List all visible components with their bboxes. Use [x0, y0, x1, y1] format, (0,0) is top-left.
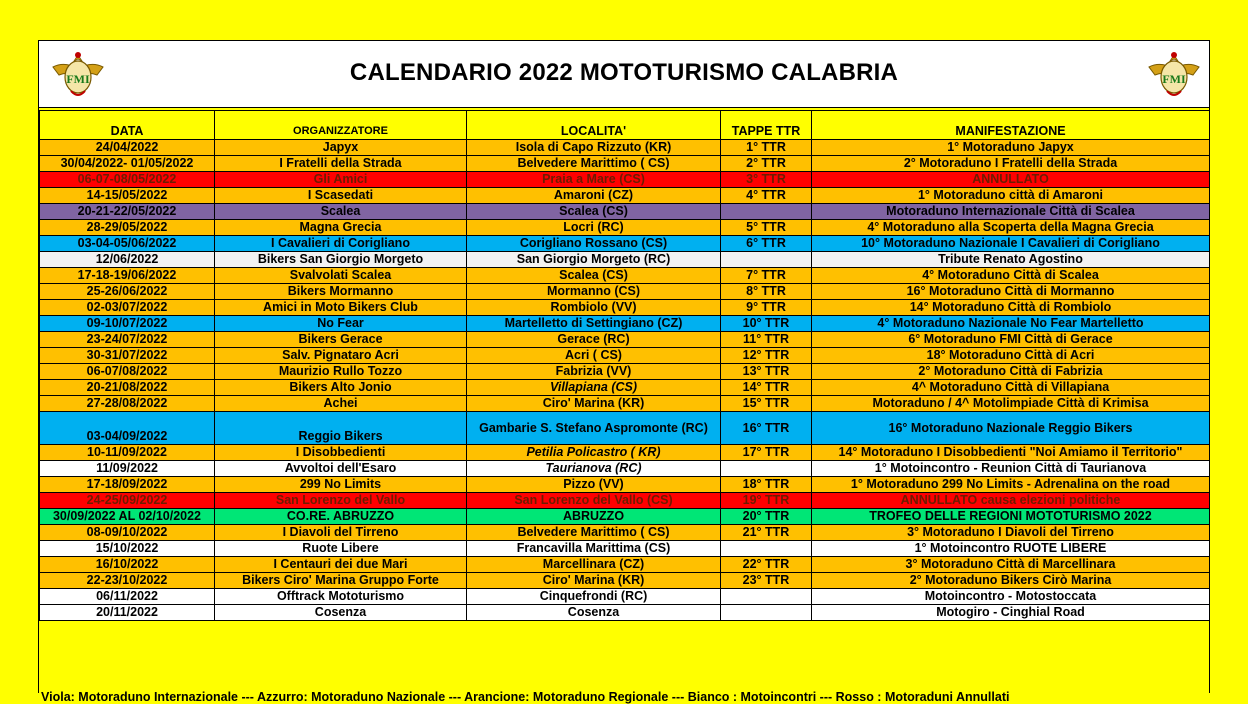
cell-stage — [721, 204, 812, 220]
cell-stage: 2° TTR — [721, 156, 812, 172]
cell-date: 02-03/07/2022 — [40, 300, 215, 316]
table-row — [40, 284, 1210, 300]
cell-event: 18° Motoraduno Città di Acri — [812, 348, 1210, 364]
svg-text:FMI: FMI — [66, 72, 90, 86]
cell-organizer: Avvoltoi dell'Esaro — [215, 461, 467, 477]
cell-location: Corigliano Rossano (CS) — [467, 236, 721, 252]
table-row — [40, 380, 1210, 396]
cell-event: 1° Motoraduno 299 No Limits - Adrenalina on the road — [812, 477, 1210, 493]
cell-stage: 15° TTR — [721, 396, 812, 412]
cell-date: 03-04-05/06/2022 — [40, 236, 215, 252]
cell-organizer: Cosenza — [215, 605, 467, 621]
cell-event: 6° Motoraduno FMI Città di Gerace — [812, 332, 1210, 348]
table-row — [40, 156, 1210, 172]
cell-event: 1° Motoraduno Japyx — [812, 140, 1210, 156]
cell-stage: 22° TTR — [721, 557, 812, 573]
cell-stage: 16° TTR — [721, 412, 812, 445]
cell-location: Gerace (RC) — [467, 332, 721, 348]
cell-organizer: Svalvolati Scalea — [215, 268, 467, 284]
cell-event: 3° Motoraduno I Diavoli del Tirreno — [812, 525, 1210, 541]
cell-stage: 8° TTR — [721, 284, 812, 300]
cell-date: 24-25/09/2022 — [40, 493, 215, 509]
cell-event: 2° Motoraduno Bikers Cirò Marina — [812, 573, 1210, 589]
cell-location: Acri ( CS) — [467, 348, 721, 364]
page-title: CALENDARIO 2022 MOTOTURISMO CALABRIA — [349, 59, 899, 86]
header-organizer: ORGANIZZATORE — [215, 111, 467, 140]
cell-date: 20-21-22/05/2022 — [40, 204, 215, 220]
table-row — [40, 204, 1210, 220]
cell-date: 23-24/07/2022 — [40, 332, 215, 348]
cell-location: Ciro' Marina (KR) — [467, 573, 721, 589]
cell-date: 16/10/2022 — [40, 557, 215, 573]
cell-location: Ciro' Marina (KR) — [467, 396, 721, 412]
cell-location: Belvedere Marittimo ( CS) — [467, 156, 721, 172]
cell-organizer: 299 No Limits — [215, 477, 467, 493]
cell-date: 20-21/08/2022 — [40, 380, 215, 396]
cell-stage: 23° TTR — [721, 573, 812, 589]
cell-stage: 17° TTR — [721, 445, 812, 461]
table-header-row — [40, 111, 1210, 140]
cell-date: 27-28/08/2022 — [40, 396, 215, 412]
cell-stage: 19° TTR — [721, 493, 812, 509]
cell-location: Scalea (CS) — [467, 268, 721, 284]
cell-date: 24/04/2022 — [40, 140, 215, 156]
cell-location: Mormanno (CS) — [467, 284, 721, 300]
table-row — [40, 332, 1210, 348]
cell-organizer: Offtrack Mototurismo — [215, 589, 467, 605]
cell-location: Marcellinara (CZ) — [467, 557, 721, 573]
cell-date: 30-31/07/2022 — [40, 348, 215, 364]
cell-location: Belvedere Marittimo ( CS) — [467, 525, 721, 541]
cell-location: Martelletto di Settingiano (CZ) — [467, 316, 721, 332]
table-row — [40, 445, 1210, 461]
table-row — [40, 220, 1210, 236]
cell-location: Scalea (CS) — [467, 204, 721, 220]
cell-event: TROFEO DELLE REGIONI MOTOTURISMO 2022 — [812, 509, 1210, 525]
cell-organizer: I Cavalieri di Corigliano — [215, 236, 467, 252]
cell-stage — [721, 541, 812, 557]
cell-organizer: Scalea — [215, 204, 467, 220]
cell-stage: 6° TTR — [721, 236, 812, 252]
cell-stage: 7° TTR — [721, 268, 812, 284]
cell-event: 1° Motoincontro RUOTE LIBERE — [812, 541, 1210, 557]
cell-location: ABRUZZO — [467, 509, 721, 525]
cell-organizer: No Fear — [215, 316, 467, 332]
cell-location: San Giorgio Morgeto (RC) — [467, 252, 721, 268]
table-row — [40, 573, 1210, 589]
header-banner — [39, 41, 1209, 108]
table-row — [40, 509, 1210, 525]
cell-date: 06/11/2022 — [40, 589, 215, 605]
table-row — [40, 589, 1210, 605]
cell-location: Cinquefrondi (RC) — [467, 589, 721, 605]
cell-organizer: I Fratelli della Strada — [215, 156, 467, 172]
table-row — [40, 268, 1210, 284]
cell-date: 20/11/2022 — [40, 605, 215, 621]
cell-organizer: Bikers Alto Jonio — [215, 380, 467, 396]
cell-stage: 9° TTR — [721, 300, 812, 316]
cell-date: 30/09/2022 AL 02/10/2022 — [40, 509, 215, 525]
cell-date: 12/06/2022 — [40, 252, 215, 268]
cell-organizer: Magna Grecia — [215, 220, 467, 236]
table-row — [40, 140, 1210, 156]
cell-event: 4° Motoraduno Nazionale No Fear Martelletto — [812, 316, 1210, 332]
cell-location: Fabrizia (VV) — [467, 364, 721, 380]
table-row — [40, 348, 1210, 364]
cell-stage — [721, 589, 812, 605]
cell-organizer: Bikers Ciro' Marina Gruppo Forte — [215, 573, 467, 589]
cell-organizer: Bikers San Giorgio Morgeto — [215, 252, 467, 268]
cell-date: 15/10/2022 — [40, 541, 215, 557]
cell-date: 08-09/10/2022 — [40, 525, 215, 541]
cell-event: Motoraduno / 4^ Motolimpiade Città di Krimisa — [812, 396, 1210, 412]
cell-organizer: I Centauri dei due Mari — [215, 557, 467, 573]
cell-organizer: I Disobbedienti — [215, 445, 467, 461]
cell-stage: 5° TTR — [721, 220, 812, 236]
cell-date: 11/09/2022 — [40, 461, 215, 477]
cell-date: 17-18/09/2022 — [40, 477, 215, 493]
cell-stage: 12° TTR — [721, 348, 812, 364]
table-row — [40, 525, 1210, 541]
cell-organizer: Bikers Mormanno — [215, 284, 467, 300]
header-event: MANIFESTAZIONE — [812, 111, 1210, 140]
cell-location: Gambarie S. Stefano Aspromonte (RC) — [467, 412, 721, 445]
cell-date: 06-07/08/2022 — [40, 364, 215, 380]
cell-date: 22-23/10/2022 — [40, 573, 215, 589]
cell-stage — [721, 461, 812, 477]
header-stage: TAPPE TTR — [721, 111, 812, 140]
cell-date: 06-07-08/05/2022 — [40, 172, 215, 188]
table-row — [40, 461, 1210, 477]
calendar-sheet — [38, 40, 1210, 704]
cell-organizer: Japyx — [215, 140, 467, 156]
cell-event: 14° Motoraduno Città di Rombiolo — [812, 300, 1210, 316]
cell-location: Praia a Mare (CS) — [467, 172, 721, 188]
cell-stage: 18° TTR — [721, 477, 812, 493]
cell-organizer: Gli Amici — [215, 172, 467, 188]
cell-event: 2° Motoraduno Città di Fabrizia — [812, 364, 1210, 380]
cell-date: 10-11/09/2022 — [40, 445, 215, 461]
cell-date: 03-04/09/2022 — [40, 412, 215, 445]
table-row — [40, 172, 1210, 188]
cell-location: Amaroni (CZ) — [467, 188, 721, 204]
cell-location: San Lorenzo del Vallo (CS) — [467, 493, 721, 509]
cell-date: 30/04/2022- 01/05/2022 — [40, 156, 215, 172]
cell-event: Tribute Renato Agostino — [812, 252, 1210, 268]
table-row — [40, 316, 1210, 332]
cell-event: Motogiro - Cinghial Road — [812, 605, 1210, 621]
table-body — [40, 140, 1210, 621]
cell-stage: 1° TTR — [721, 140, 812, 156]
cell-organizer: Amici in Moto Bikers Club — [215, 300, 467, 316]
table-row — [40, 541, 1210, 557]
cell-date: 25-26/06/2022 — [40, 284, 215, 300]
cell-event: 14° Motoraduno I Disobbedienti "Noi Amiamo il Territorio" — [812, 445, 1210, 461]
cell-event: 4° Motoraduno alla Scoperta della Magna Grecia — [812, 220, 1210, 236]
table-row — [40, 557, 1210, 573]
cell-location: Cosenza — [467, 605, 721, 621]
cell-event: 10° Motoraduno Nazionale I Cavalieri di Corigliano — [812, 236, 1210, 252]
cell-location: Rombiolo (VV) — [467, 300, 721, 316]
cell-organizer: San Lorenzo del Vallo — [215, 493, 467, 509]
table-row — [40, 605, 1210, 621]
table-row — [40, 396, 1210, 412]
table-row — [40, 252, 1210, 268]
cell-event: Motoincontro - Motostoccata — [812, 589, 1210, 605]
cell-event: 2° Motoraduno I Fratelli della Strada — [812, 156, 1210, 172]
svg-text:FMI: FMI — [1162, 72, 1186, 86]
cell-stage: 20° TTR — [721, 509, 812, 525]
cell-stage: 11° TTR — [721, 332, 812, 348]
cell-stage: 13° TTR — [721, 364, 812, 380]
cell-location: Villapiana (CS) — [467, 380, 721, 396]
cell-organizer: I Scasedati — [215, 188, 467, 204]
cell-organizer: I Diavoli del Tirreno — [215, 525, 467, 541]
table-row — [40, 493, 1210, 509]
cell-event: ANNULLATO — [812, 172, 1210, 188]
cell-event: 16° Motoraduno Nazionale Reggio Bikers — [812, 412, 1210, 445]
cell-location: Pizzo (VV) — [467, 477, 721, 493]
cell-date: 28-29/05/2022 — [40, 220, 215, 236]
table-row — [40, 364, 1210, 380]
cell-event: 4^ Motoraduno Città di Villapiana — [812, 380, 1210, 396]
cell-location: Petilia Policastro ( KR) — [467, 445, 721, 461]
cell-event: ANNULLATO causa elezioni politiche — [812, 493, 1210, 509]
cell-stage: 3° TTR — [721, 172, 812, 188]
cell-stage: 21° TTR — [721, 525, 812, 541]
cell-event: 1° Motoraduno città di Amaroni — [812, 188, 1210, 204]
cell-date: 09-10/07/2022 — [40, 316, 215, 332]
header-location: LOCALITA' — [467, 111, 721, 140]
table-row — [40, 188, 1210, 204]
cell-location: Isola di Capo Rizzuto (KR) — [467, 140, 721, 156]
cell-organizer: Salv. Pignataro Acri — [215, 348, 467, 364]
cell-stage — [721, 252, 812, 268]
cell-location: Francavilla Marittima (CS) — [467, 541, 721, 557]
cell-event: 16° Motoraduno Città di Mormanno — [812, 284, 1210, 300]
cell-organizer: CO.RE. ABRUZZO — [215, 509, 467, 525]
color-legend: Viola: Motoraduno Internazionale --- Azzurro: Motoraduno Nazionale --- Arancione: Motoraduno Regionale --- Bianco : Motoincontri --- Rosso : Motoraduni Annullati — [41, 690, 1010, 704]
cell-location: Locri (RC) — [467, 220, 721, 236]
cell-stage: 14° TTR — [721, 380, 812, 396]
cell-stage — [721, 605, 812, 621]
table-row — [40, 477, 1210, 493]
header-date: DATA — [40, 111, 215, 140]
table-row — [40, 236, 1210, 252]
cell-location: Taurianova (RC) — [467, 461, 721, 477]
fmi-logo-right — [1143, 47, 1205, 103]
cell-date: 14-15/05/2022 — [40, 188, 215, 204]
cell-organizer: Reggio Bikers — [215, 412, 467, 445]
table-row — [40, 412, 1210, 445]
calendar-table — [39, 110, 1210, 621]
cell-event: Motoraduno Internazionale Città di Scalea — [812, 204, 1210, 220]
cell-event: 3° Motoraduno Città di Marcellinara — [812, 557, 1210, 573]
cell-event: 4° Motoraduno Città di Scalea — [812, 268, 1210, 284]
cell-organizer: Achei — [215, 396, 467, 412]
cell-organizer: Ruote Libere — [215, 541, 467, 557]
cell-stage: 10° TTR — [721, 316, 812, 332]
cell-event: 1° Motoincontro - Reunion Città di Taurianova — [812, 461, 1210, 477]
cell-stage: 4° TTR — [721, 188, 812, 204]
cell-date: 17-18-19/06/2022 — [40, 268, 215, 284]
cell-organizer: Maurizio Rullo Tozzo — [215, 364, 467, 380]
table-row — [40, 300, 1210, 316]
cell-organizer: Bikers Gerace — [215, 332, 467, 348]
